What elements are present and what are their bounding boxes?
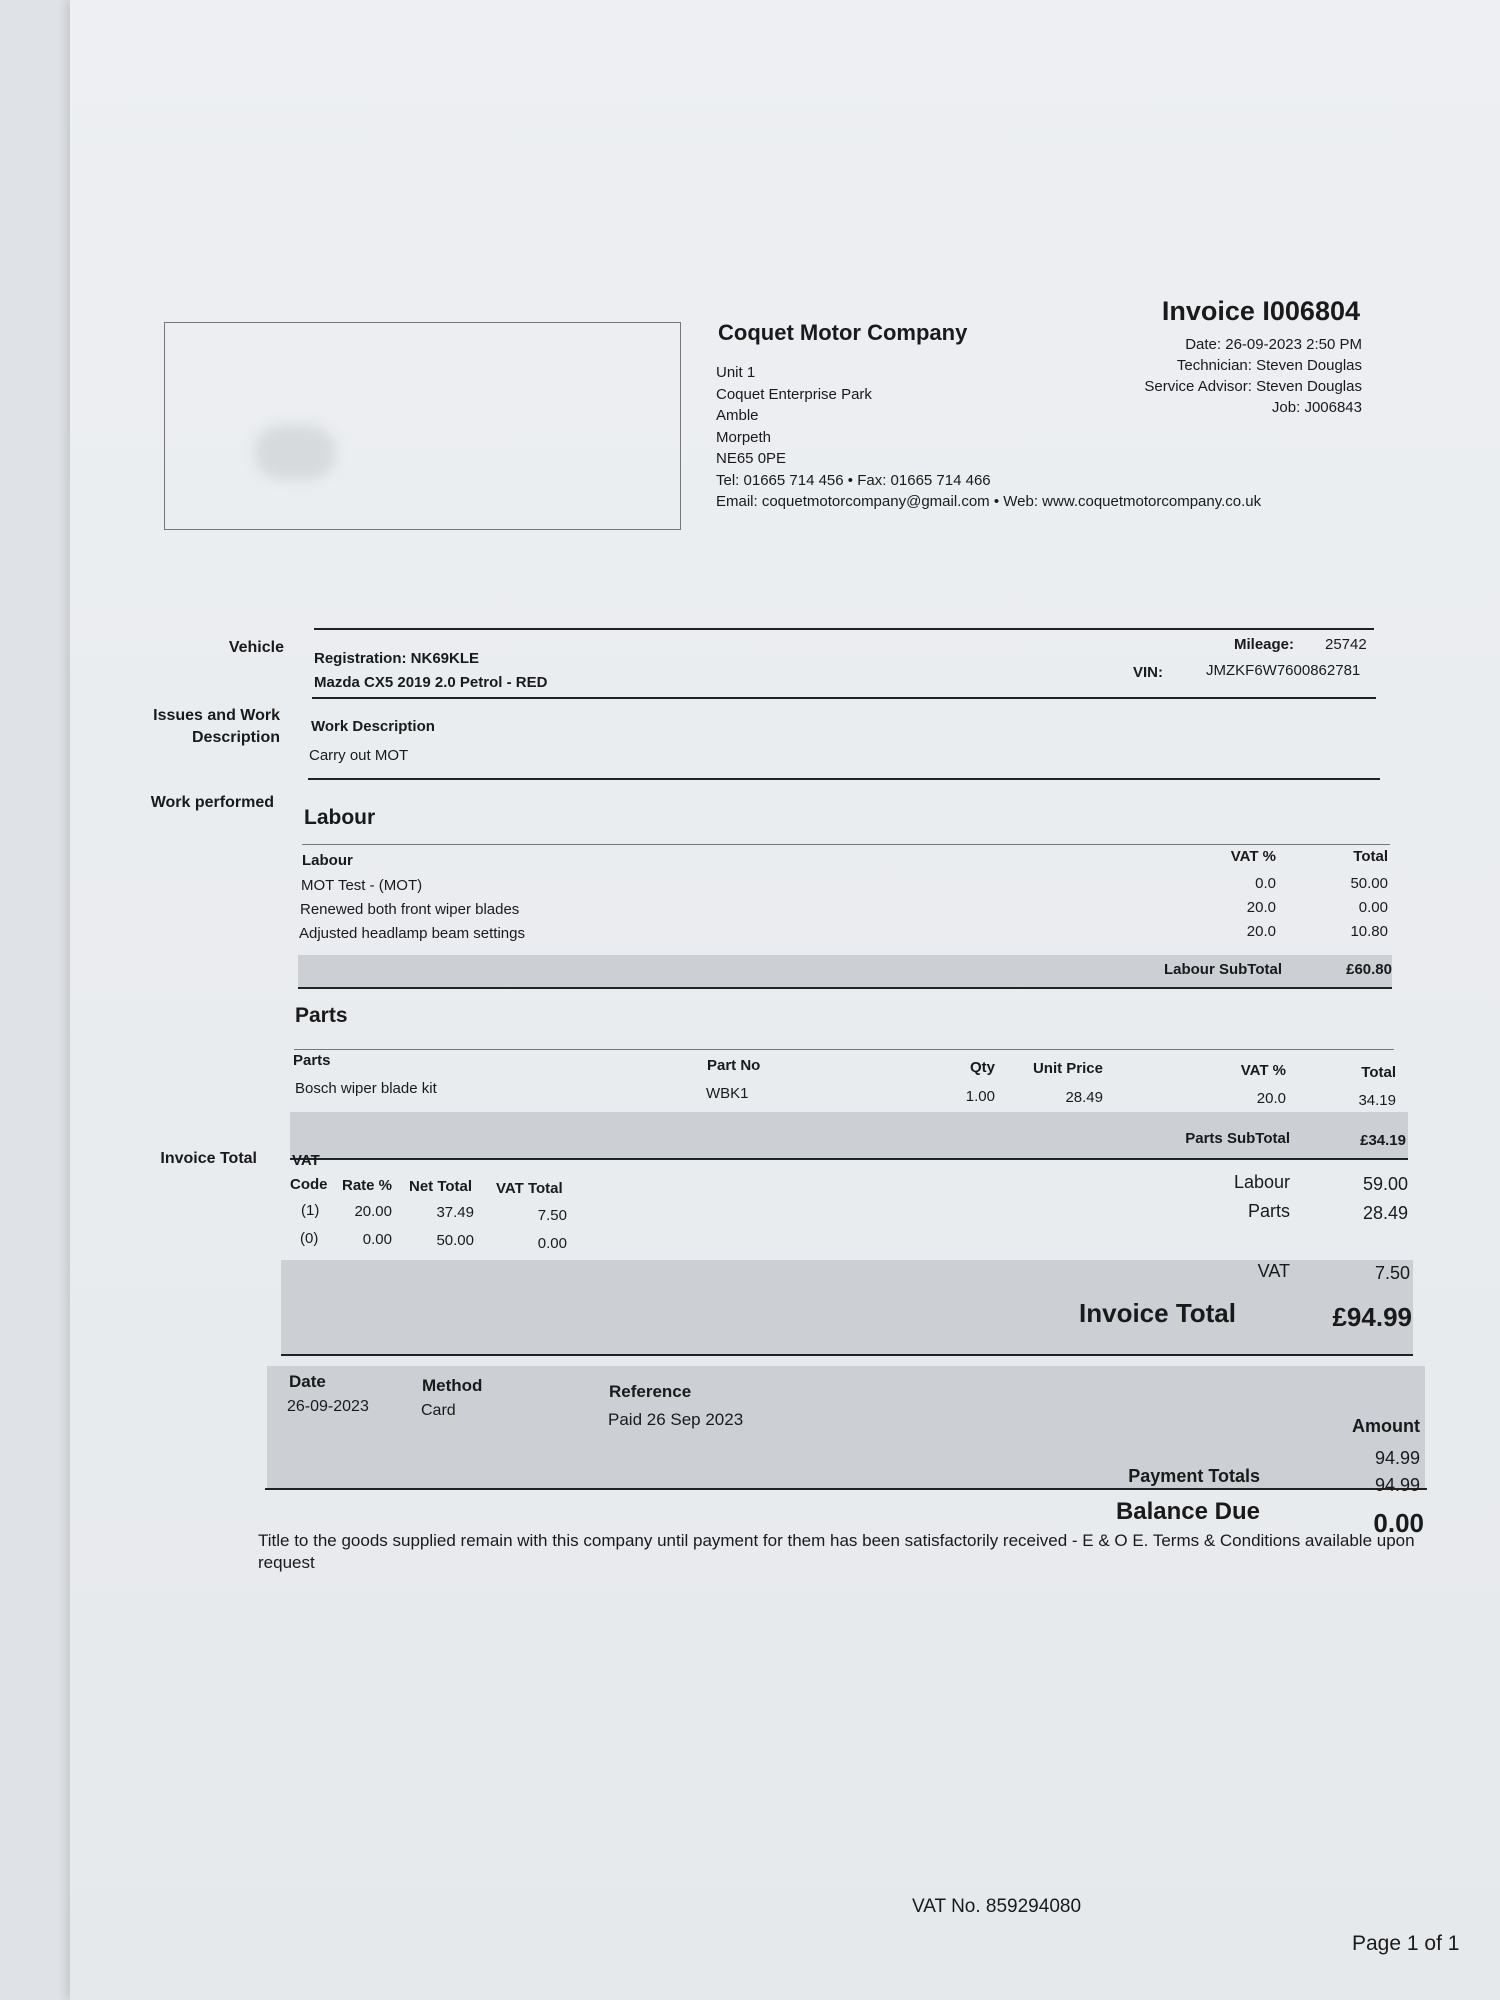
totals-labour-value: 59.00 — [1362, 1174, 1408, 1194]
labour-header-vat: VAT % — [1230, 848, 1276, 865]
divider — [312, 697, 1376, 699]
totals-parts-value: 28.49 — [1362, 1203, 1408, 1223]
invoice-total-side-label: Invoice Total — [160, 1150, 257, 1167]
mileage-value: 25742 — [1325, 636, 1367, 653]
page-number: Page 1 of 1 — [1352, 1932, 1460, 1955]
divider — [314, 628, 1374, 630]
labour-row-desc: Adjusted headlamp beam settings — [299, 925, 525, 942]
balance-due-value: 0.00 — [1300, 1508, 1424, 1539]
vat-row-net: 37.49 — [436, 1204, 474, 1221]
totals-vat-label: VAT — [1257, 1261, 1290, 1281]
labour-row-desc: MOT Test - (MOT) — [301, 877, 423, 894]
payment-header-date: Date — [289, 1372, 326, 1391]
payment-totals-value: 94.99 — [1374, 1475, 1420, 1495]
address-line: Unit 1 — [716, 364, 756, 381]
parts-header-partno: Part No — [707, 1057, 761, 1074]
payment-header-reference: Reference — [609, 1382, 692, 1401]
parts-header-unit-price: Unit Price — [1032, 1060, 1103, 1077]
parts-row-total: 34.19 — [1358, 1092, 1396, 1109]
payment-totals-label: Payment Totals — [1128, 1466, 1260, 1486]
totals-parts-label: Parts — [1247, 1201, 1290, 1221]
parts-header-vat: VAT % — [1240, 1062, 1286, 1079]
customer-address-box — [164, 322, 681, 530]
invoice-job: Job: J006843 — [1271, 399, 1362, 416]
labour-header-total: Total — [1353, 848, 1388, 865]
address-line: Coquet Enterprise Park — [716, 385, 872, 403]
invoice-service-advisor: Service Advisor: Steven Douglas — [1144, 378, 1362, 395]
vat-row-vat: 0.00 — [537, 1235, 567, 1252]
parts-row-unit-price: 28.49 — [1065, 1089, 1103, 1106]
terms-note: Title to the goods supplied remain with this company until payment for them has been satisfactorily received - E & O E. Terms & Conditions available upon request — [258, 1531, 1415, 1572]
work-description-heading: Work Description — [311, 718, 435, 735]
labour-subtotal-label: Labour SubTotal — [1163, 961, 1282, 978]
payment-header-method: Method — [422, 1376, 483, 1395]
email-line: Email: coquetmotorcompany@gmail.com • Web: www.coquetmotorcompany.co.uk — [716, 493, 1262, 510]
address-line: NE65 0PE — [716, 450, 787, 467]
labour-row-total: 0.00 — [1358, 899, 1388, 916]
parts-subtotal-value: £34.19 — [1360, 1132, 1406, 1149]
divider — [281, 1354, 1413, 1356]
vat-header-rate: Rate % — [342, 1177, 393, 1194]
contact-line: Tel: 01665 714 456 • Fax: 01665 714 466 — [716, 471, 991, 489]
parts-header-qty: Qty — [969, 1059, 995, 1076]
vehicle-description: Mazda CX5 2019 2.0 Petrol - RED — [314, 674, 548, 691]
vat-header-code: Code — [290, 1176, 328, 1193]
parts-row-partno: WBK1 — [706, 1085, 749, 1102]
divider — [298, 987, 1392, 989]
vat-number: VAT No. 859294080 — [912, 1896, 1082, 1917]
vin-value: JMZKF6W7600862781 — [1206, 662, 1361, 679]
payment-row-amount: 94.99 — [1374, 1448, 1420, 1468]
payment-row-method: Card — [421, 1402, 456, 1419]
invoice-total-value: £94.99 — [1332, 1302, 1412, 1332]
divider — [290, 1158, 1408, 1160]
divider — [294, 1049, 1394, 1050]
labour-header-desc: Labour — [302, 852, 353, 869]
company-name: Coquet Motor Company — [718, 320, 968, 345]
labour-title: Labour — [304, 806, 376, 829]
issues-label-line: Issues and Work — [153, 707, 280, 724]
work-description-text: Carry out MOT — [309, 747, 409, 764]
labour-row-total: 10.80 — [1350, 923, 1388, 940]
parts-row-vat: 20.0 — [1256, 1090, 1286, 1107]
issues-label — [110, 705, 280, 749]
divider — [302, 844, 1390, 845]
vehicle-label: Vehicle — [228, 639, 284, 656]
payment-row-date: 26-09-2023 — [287, 1398, 369, 1415]
mileage-label: Mileage: — [1234, 636, 1295, 653]
invoice-technician: Technician: Steven Douglas — [1176, 357, 1362, 374]
invoice-total-label: Invoice Total — [1079, 1298, 1236, 1328]
parts-header-desc: Parts — [293, 1052, 331, 1069]
invoice-title: Invoice I006804 — [1161, 296, 1360, 326]
labour-row-vat: 20.0 — [1246, 923, 1276, 940]
vat-row-code: (0) — [300, 1230, 319, 1247]
parts-header-total: Total — [1361, 1064, 1396, 1081]
parts-subtotal-label: Parts SubTotal — [1185, 1130, 1290, 1147]
vat-row-rate: 20.00 — [354, 1203, 392, 1220]
vat-row-net: 50.00 — [436, 1232, 474, 1249]
parts-row-qty: 1.00 — [965, 1088, 995, 1105]
vat-heading: VAT — [292, 1152, 320, 1169]
vehicle-registration: Registration: NK69KLE — [314, 650, 480, 667]
parts-row-desc: Bosch wiper blade kit — [295, 1080, 437, 1097]
labour-subtotal-value: £60.80 — [1346, 961, 1392, 978]
vat-row-code: (1) — [301, 1202, 320, 1219]
redacted-mark — [255, 425, 335, 480]
labour-row-total: 50.00 — [1350, 875, 1388, 892]
labour-row-vat: 0.0 — [1255, 875, 1276, 892]
labour-row-vat: 20.0 — [1246, 899, 1276, 916]
divider — [265, 1488, 1427, 1490]
totals-labour-label: Labour — [1233, 1172, 1290, 1192]
balance-due-label: Balance Due — [1060, 1498, 1260, 1526]
work-performed-label: Work performed — [150, 794, 274, 811]
address-line: Amble — [716, 407, 759, 424]
payment-row-reference: Paid 26 Sep 2023 — [608, 1410, 744, 1429]
invoice-meta — [1040, 334, 1362, 418]
vat-header-net: Net Total — [409, 1178, 473, 1195]
address-line: Morpeth — [716, 428, 772, 446]
labour-row-desc: Renewed both front wiper blades — [300, 901, 520, 918]
issues-label-line: Description — [191, 729, 280, 746]
parts-title: Parts — [295, 1004, 348, 1027]
divider — [308, 778, 1380, 780]
totals-vat-value: 7.50 — [1374, 1263, 1410, 1283]
vat-row-vat: 7.50 — [537, 1207, 567, 1224]
invoice-date: Date: 26-09-2023 2:50 PM — [1185, 336, 1362, 353]
payment-header-amount: Amount — [1352, 1416, 1420, 1436]
vat-row-rate: 0.00 — [362, 1231, 392, 1248]
vat-header-vat: VAT Total — [496, 1180, 563, 1197]
vin-label: VIN: — [1133, 664, 1163, 681]
